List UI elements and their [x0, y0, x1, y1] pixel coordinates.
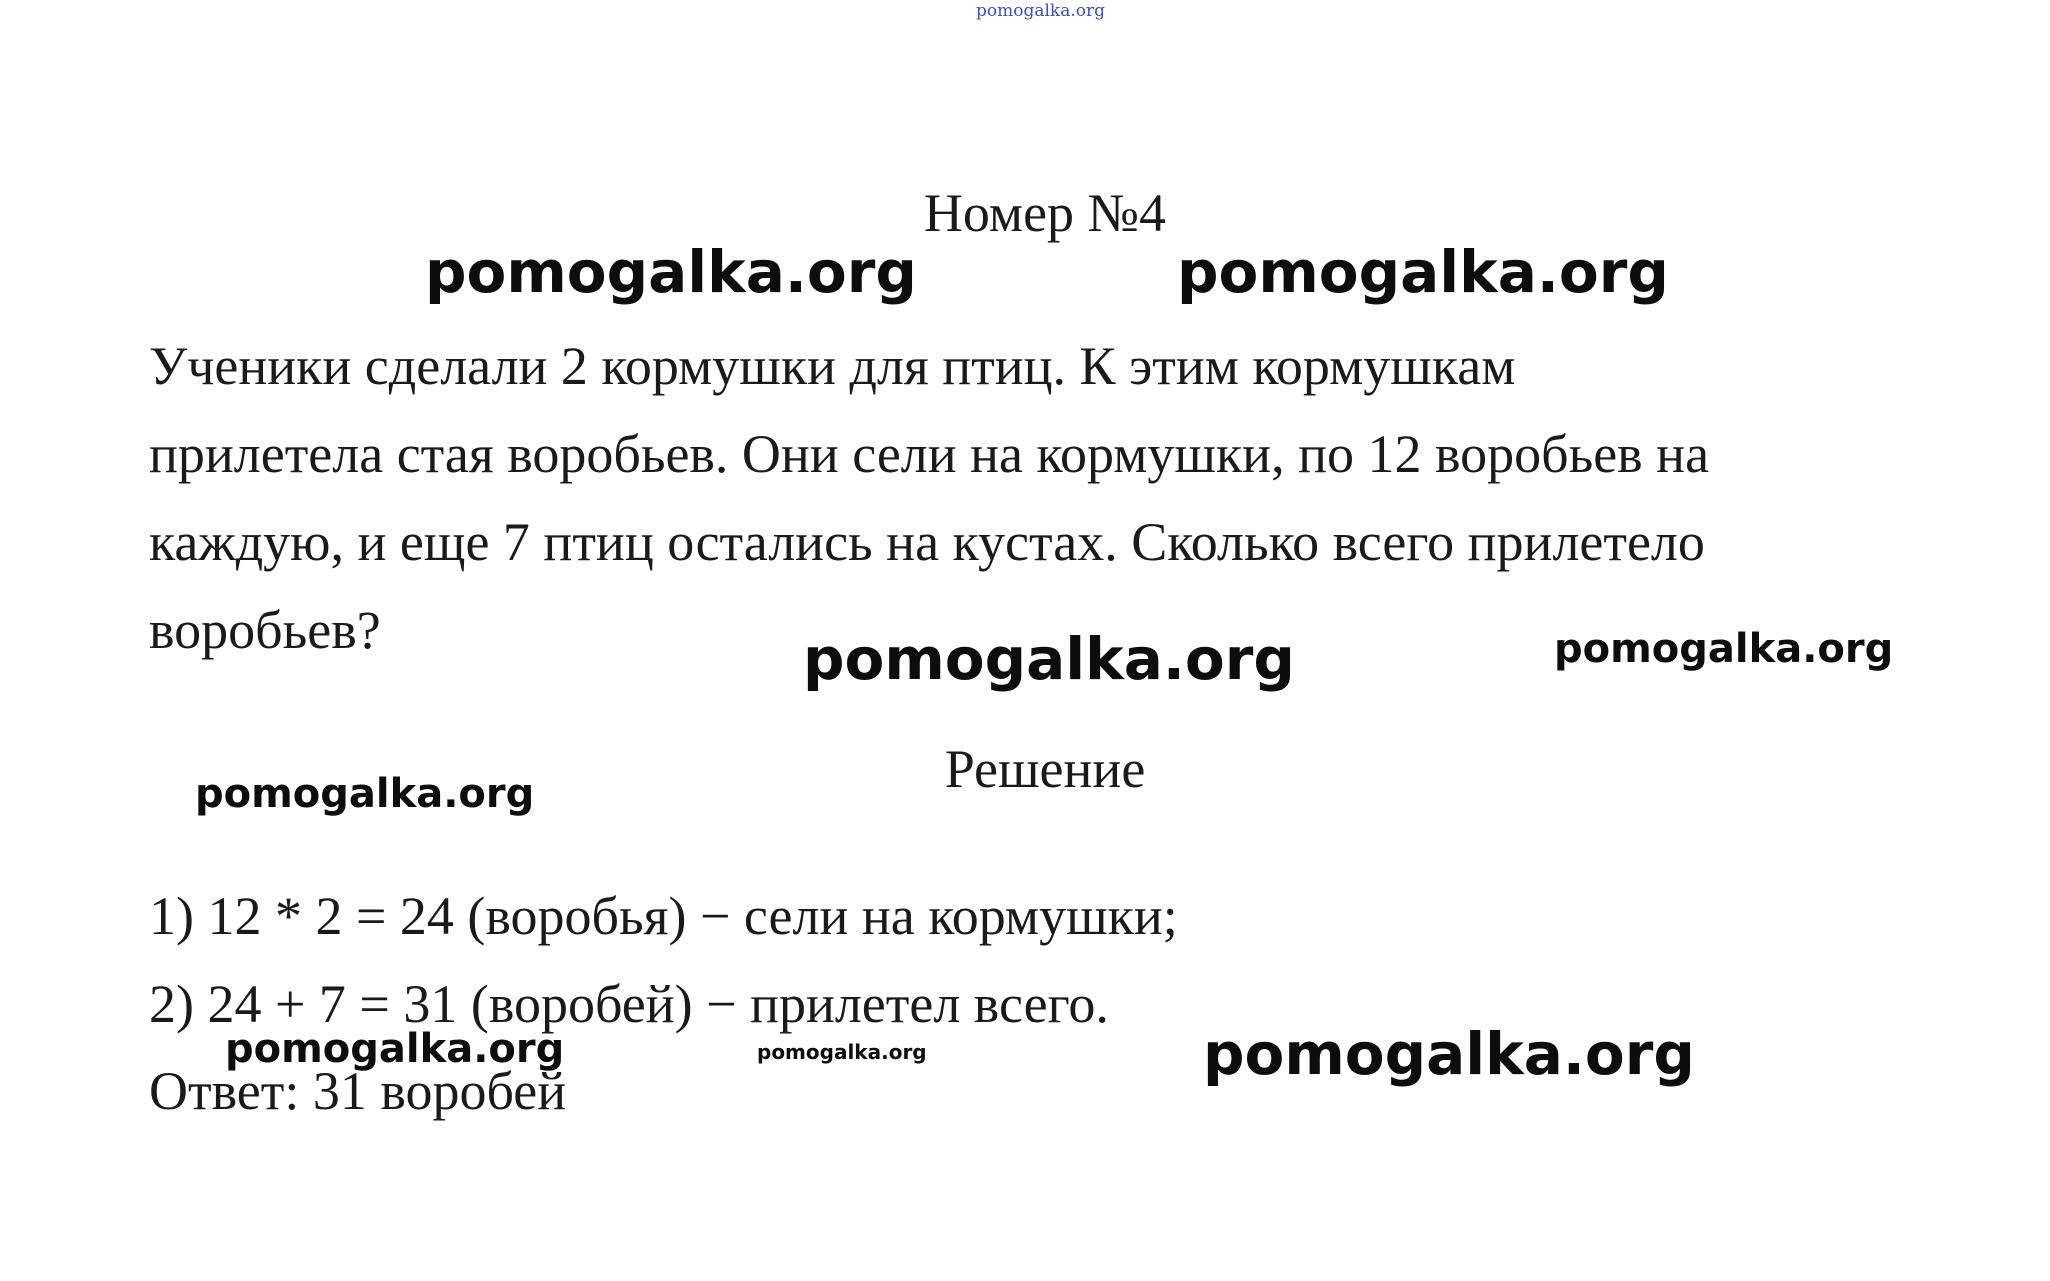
watermark: pomogalka.org	[757, 1040, 927, 1064]
answer-line: Ответ: 31 воробей	[149, 1061, 567, 1121]
watermark: pomogalka.org	[425, 238, 917, 306]
problem-line: каждую, и еще 7 птиц остались на кустах. Сколько всего прилетело	[149, 512, 1705, 572]
watermark: pomogalka.org	[803, 625, 1295, 693]
problem-text	[149, 322, 1979, 674]
solution-step: 1) 12 * 2 = 24 (воробья) − сели на кормушки;	[149, 886, 1178, 946]
problem-line: Ученики сделали 2 кормушки для птиц. К этим кормушкам	[149, 336, 1516, 396]
watermark: pomogalka.org	[195, 771, 535, 817]
solution-step: 2) 24 + 7 = 31 (воробей) − прилетел всего.	[149, 974, 1109, 1034]
watermark: pomogalka.org	[1554, 626, 1894, 672]
top-site-url: pomogalka.org	[976, 1, 1106, 21]
watermark: pomogalka.org	[1203, 1020, 1695, 1088]
problem-line: прилетела стая воробьев. Они сели на кормушки, по 12 воробьев на	[149, 424, 1710, 484]
solution-title: Решение	[944, 739, 1146, 799]
problem-line: воробьев?	[149, 600, 381, 660]
watermark: pomogalka.org	[1177, 238, 1669, 306]
task-title: Номер №4	[923, 183, 1167, 243]
watermark: pomogalka.org	[225, 1026, 565, 1072]
